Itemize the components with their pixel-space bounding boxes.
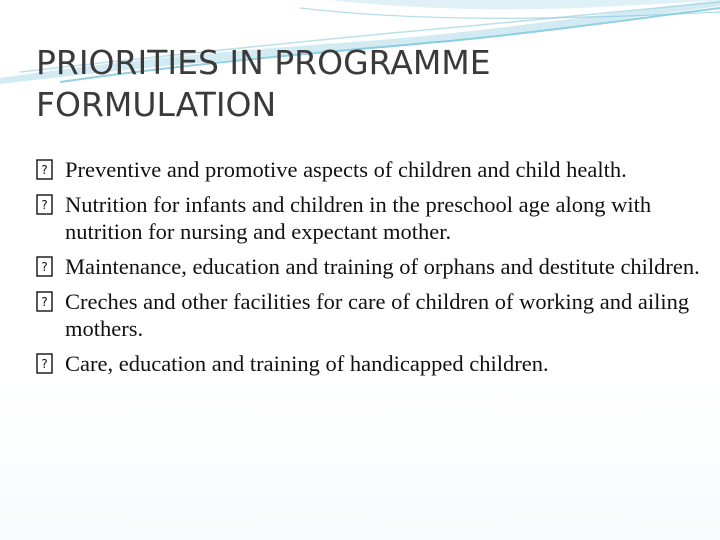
bullet-item <box>36 253 706 280</box>
missing-glyph-icon <box>36 350 65 377</box>
bullet-list <box>36 156 706 385</box>
missing-glyph-icon <box>36 253 65 280</box>
missing-glyph-icon <box>36 156 65 183</box>
bullet-item <box>36 350 706 377</box>
bullet-text: Creches and other facilities for care of children of working and ailing mothers. <box>65 289 690 341</box>
svg-text:?: ? <box>41 163 48 177</box>
bullet-text: Maintenance, education and training of orphans and destitute children. <box>65 254 700 279</box>
title-line-1: PRIORITIES IN PROGRAMME <box>36 43 491 82</box>
bullet-item <box>36 191 706 245</box>
bullet-item <box>36 156 706 183</box>
svg-text:?: ? <box>41 357 48 371</box>
svg-text:?: ? <box>41 295 48 309</box>
bullet-text: Preventive and promotive aspects of children and child health. <box>65 157 627 182</box>
bullet-item <box>36 288 706 342</box>
bullet-text: Nutrition for infants and children in the preschool age along with nutrition for nursing and expectant mother. <box>65 192 652 244</box>
svg-text:?: ? <box>41 260 48 274</box>
svg-text:?: ? <box>41 198 48 212</box>
title-line-2: FORMULATION <box>36 85 277 124</box>
bullet-text: Care, education and training of handicapped children. <box>65 351 549 376</box>
slide-title <box>36 42 676 126</box>
missing-glyph-icon <box>36 288 65 315</box>
missing-glyph-icon <box>36 191 65 218</box>
